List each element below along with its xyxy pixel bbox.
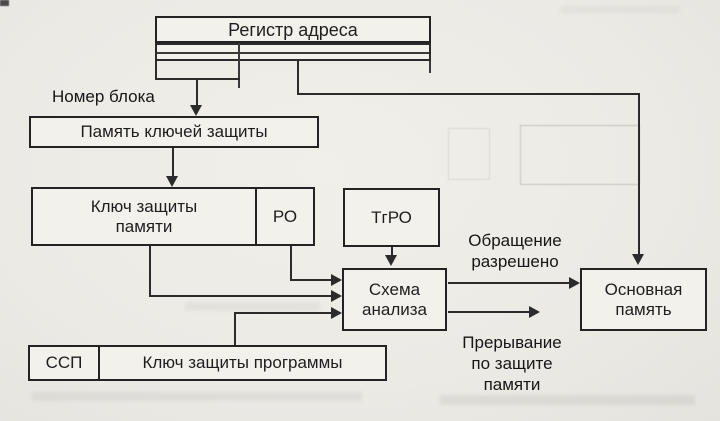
ssp-label: ССП [45,353,83,372]
scan-bleedthrough [185,302,320,311]
arrowhead-right-icon [331,307,342,319]
ro-cell [255,189,313,244]
arrowhead-right-icon [569,277,580,289]
register-field-divider [238,43,240,88]
memory-protection-key-cell [33,189,255,244]
tgro-box [343,188,440,247]
address-path-drop [297,61,299,95]
ssp-program-key-box [28,345,387,381]
tgro-label: ТгРО [371,207,412,227]
block-number-label: Номер блока [52,87,155,106]
register-field-divider-row [157,52,429,54]
access-allowed-line [448,282,570,284]
protection-keys-memory-label: Память ключей защиты [80,122,268,141]
ro-to-analysis-drop [290,246,292,280]
ro-to-analysis-line [290,279,332,281]
arrow-to-keys-memory [196,79,198,108]
register-field-tick [429,61,431,73]
scan-corner-mark [0,0,9,6]
key-to-analysis-drop [149,246,151,297]
main-memory-box [580,268,707,331]
ro-label: РО [272,206,298,226]
analysis-scheme-label: Схема анализа [362,279,427,319]
address-register-label: Регистр адреса [228,19,358,40]
program-protection-key-cell [98,347,385,379]
memory-protection-key-box [31,187,315,246]
address-register-box [155,16,431,43]
arrowhead-right-icon [331,290,342,302]
progkey-to-analysis-line [234,312,332,314]
program-protection-key-label: Ключ защиты программы [142,353,343,372]
scan-bleedthrough [520,125,640,185]
arrowhead-down-icon [190,105,202,116]
scan-bleedthrough [448,128,490,180]
scan-bleedthrough [32,392,362,401]
scan-bleedthrough [560,6,680,13]
arrowhead-right-icon [331,274,342,286]
arrowhead-right-icon [529,306,540,318]
arrowhead-down-icon [385,255,397,266]
access-allowed-label: Обращение разрешено [468,231,562,271]
arrowhead-down-icon [632,254,644,265]
scan-bleedthrough [440,395,695,405]
memory-protection-key-label: Ключ защиты памяти [90,196,198,236]
progkey-to-analysis-riser [234,313,236,345]
key-to-analysis-line [149,295,332,297]
protection-keys-memory-box [29,116,319,148]
interrupt-line [448,311,530,313]
ssp-cell [30,347,98,379]
address-path-to-main-memory [638,93,640,256]
arrowhead-down-icon [166,176,178,187]
arrow-keysmem-to-key [172,148,174,177]
main-memory-label: Основная память [604,279,683,319]
protection-interrupt-label: Прерывание по защите памяти [462,333,562,394]
address-path-horizontal [297,93,640,95]
analysis-scheme-box [342,268,447,331]
